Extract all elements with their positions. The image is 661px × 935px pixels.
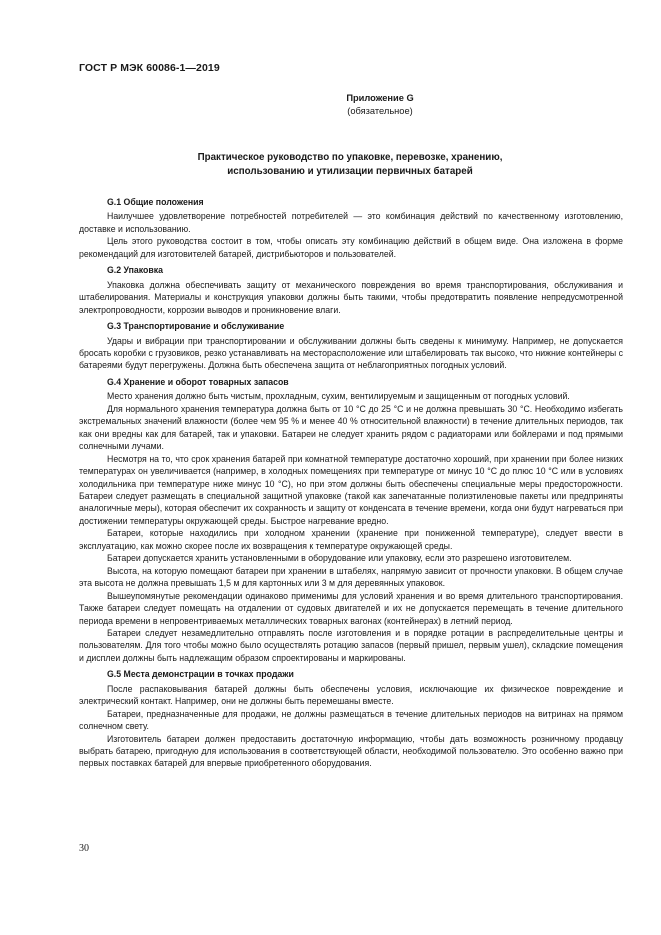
paragraph: Вышеупомянутые рекомендации одинаково применимы для условий хранения и во время длительного транспортирования. Также батареи следует помещать на отдалении от судовых двигателей и их не допускается перемещать в течение длительного периода времени в непровентриваемых металлических товарных вагонах (контейнерах) в летний период. bbox=[79, 590, 623, 626]
paragraph: Удары и вибрации при транспортировании и обслуживании должны быть сведены к минимуму. Например, не допускается бросать коробки с грузовиков, резко устанавливать на месторасположение или штабелировать так высоко, что нижние контейнеры с батареями будут перегружены. Должна быть обеспечена защита от неблагоприятных погодных условий. bbox=[79, 335, 624, 371]
section-heading: G.4 Хранение и оборот товарных запасов bbox=[107, 376, 289, 387]
section-g3 bbox=[79, 320, 623, 372]
document-body bbox=[79, 196, 623, 774]
section-heading: G.3 Транспортирование и обслуживание bbox=[107, 321, 285, 332]
annex-title: Приложение G bbox=[346, 93, 414, 103]
paragraph: Место хранения должно быть чистым, прохладным, сухим, вентилируемым и защищенным от погодных условий. bbox=[107, 391, 570, 402]
document-title-line-1: Практическое руководство по упаковке, перевозке, хранению, bbox=[197, 152, 503, 163]
paragraph: После распаковывания батарей должны быть обеспечены условия, исключающие их физическое повреждение и электрический контакт. Например, они не должны быть перемешаны вместе. bbox=[79, 683, 623, 707]
paragraph: Наилучшее удовлетворение потребностей потребителей — это комбинация действий по качественному изготовлению, доставке и использованию. bbox=[79, 211, 623, 234]
paragraph: Цель этого руководства состоит в том, чтобы описать эту комбинацию действий в общем виде. Она изложена в форме рекомендаций для изготовителей батарей, дистрибьюторов и пользователей. bbox=[79, 236, 623, 259]
section-heading: G.5 Места демонстрации в точках продажи bbox=[107, 669, 294, 680]
paragraph: Изготовитель батареи должен предоставить достаточную информацию, чтобы дать возможность розничному продавцу выбрать батарею, пригодную для использования в соответствующей области, необходимой пользователю. Это особенно важно при первых поставках батарей для впервые приобретенного оборудования. bbox=[79, 733, 623, 769]
paragraph: Батареи, которые находились при холодном хранении (хранение при пониженной температуре), следует ввести в эксплуатацию, как можно скорее после их возвращения к температуре окружающей среды. bbox=[79, 528, 623, 551]
annex-block bbox=[230, 92, 530, 118]
section-g4 bbox=[79, 376, 623, 664]
section-heading: G.1 Общие положения bbox=[107, 197, 204, 207]
paragraph: Батареи следует незамедлительно отправлять после изготовления и в порядке ротации в распределительные центры и пользователям. Для того чтобы можно было осуществлять ротацию запасов (первый пришел, первым ушел), складские помещения и дисплеи должны быть надлежащим образом спроектированы и маркированы. bbox=[79, 627, 623, 663]
document-title bbox=[150, 151, 550, 179]
annex-status: (обязательное) bbox=[347, 106, 413, 116]
paragraph: Высота, на которую помещают батареи при хранении в штабелях, напрямую зависит от прочности упаковки. В общем случае эта высота не должна превышать 1,5 м для картонных или 3 м для деревянных упаковок. bbox=[79, 565, 623, 589]
section-g2 bbox=[79, 264, 623, 316]
document-title-line-2: использованию и утилизации первичных батарей bbox=[227, 166, 473, 177]
page-number: 30 bbox=[79, 843, 89, 854]
paragraph: Батареи, предназначенные для продажи, не должны размещаться в течение длительных периодов на витринах на прямом солнечном свету. bbox=[79, 708, 623, 732]
standard-code: ГОСТ Р МЭК 60086-1—2019 bbox=[79, 62, 220, 74]
section-g1 bbox=[79, 196, 623, 260]
paragraph: Несмотря на то, что срок хранения батарей при комнатной температуре достаточно хороший, при хранении при более низких температурах он увеличивается (например, в холодных помещениях при температуре от минус 10 °C до плюс 10 °C или в условиях холодильника при температуре ниже минус 10 °C), но при этом должны быть обеспечены специальные меры предосторожности. Батареи следует размещать в специальной защитной упаковке (такой как запечатанные полиэтиленовые пакеты или предприняты аналогичные меры), которая обеспечит их сохранность и защиту от конденсата в течение времени, когда они будут нагреваться при достижении температуры окружающей среды. Быстрое нагревание вредно. bbox=[79, 453, 623, 526]
paragraph: Для нормального хранения температура должна быть от 10 °C до 25 °C и не должна превышать 30 °C. Необходимо избегать экстремальных значений влажности (более чем 95 % и менее 40 % относительной влажности) в течение длительных периодов, так как они вредны как для батарей, так и упаковки. Батареи не следует хранить рядом с радиаторами или бойлерами и под прямыми солнечными лучами. bbox=[79, 403, 623, 452]
section-heading: G.2 Упаковка bbox=[107, 265, 164, 276]
paragraph: Упаковка должна обеспечивать защиту от механического повреждения во время транспортирования, обслуживания и штабелирования. Материалы и конструкция упаковки должны быть такими, чтобы предотвратить появление непредусмотренной электропроводности, коррозии выводов и проникновение влаги. bbox=[79, 279, 623, 315]
paragraph: Батареи допускается хранить установленными в оборудование или упаковку, если это разрешено изготовителем. bbox=[107, 553, 572, 564]
section-g5 bbox=[79, 668, 623, 770]
